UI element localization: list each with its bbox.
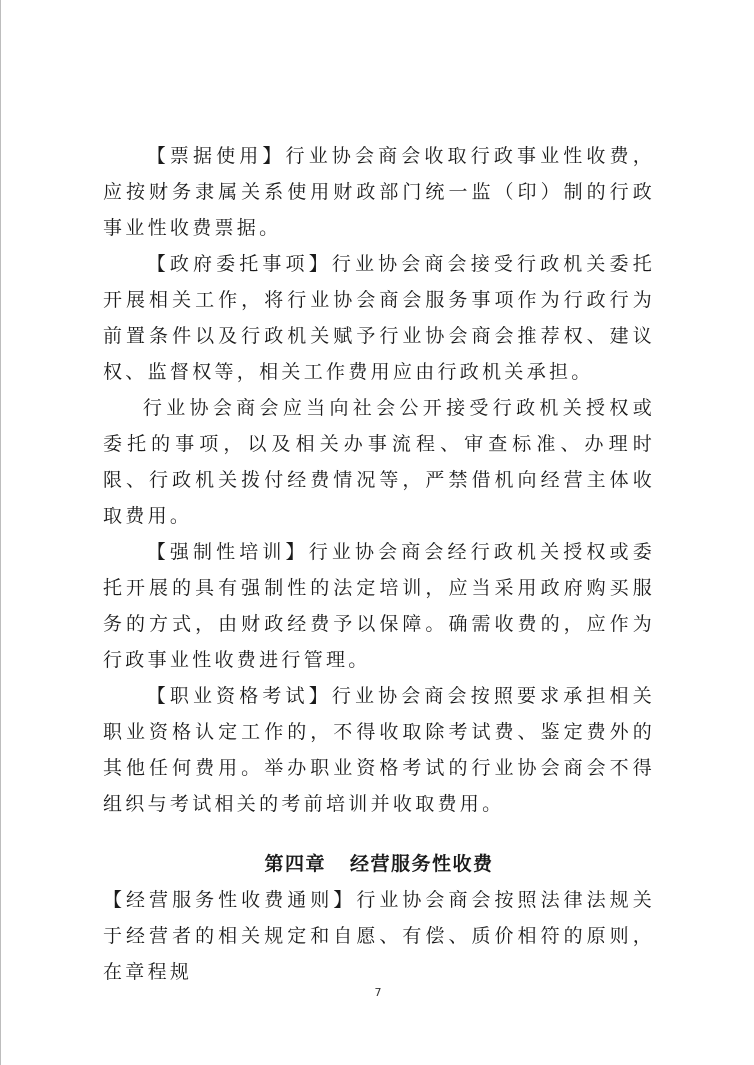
page-number: 7: [374, 986, 382, 999]
paragraph-receipt-use: 【票据使用】行业协会商会收取行政事业性收费，应按财务隶属关系使用财政部门统一监（印）制的行政事业性收费票据。: [103, 145, 655, 239]
chapter-heading: [103, 846, 655, 882]
paragraph-public-disclosure: 行业协会商会应当向社会公开接受行政机关授权或委托的事项，以及相关办事流程、审查标准、办理时限、行政机关拨付经费情况等，严禁借机向经营主体收取费用。: [103, 397, 655, 527]
paragraph-government-entrusted: 【政府委托事项】行业协会商会接受行政机关委托开展相关工作，将行业协会商会服务事项作为行政行为前置条件以及行政机关赋予行业协会商会推荐权、建议权、监督权等，相关工作费用应由行政机关承担。: [103, 253, 655, 383]
chapter-number: 第四章: [264, 853, 326, 875]
paragraph-mandatory-training: 【强制性培训】行业协会商会经行政机关授权或委托开展的具有强制性的法定培训，应当采用政府购买服务的方式，由财政经费予以保障。确需收费的，应作为行政事业性收费进行管理。: [103, 541, 655, 671]
body-text: [103, 138, 655, 990]
chapter-title-text: 经营服务性收费: [350, 853, 494, 875]
paragraph-qualification-exam: 【职业资格考试】行业协会商会按照要求承担相关职业资格认定工作的，不得收取除考试费、鉴定费外的其他任何费用。举办职业资格考试的行业协会商会不得组织与考试相关的考前培训并收取费用。: [103, 685, 655, 815]
paragraph-service-fee-general: 【经营服务性收费通则】行业协会商会按照法律法规关于经营者的相关规定和自愿、有偿、质价相符的原则，在章程规: [103, 889, 655, 983]
